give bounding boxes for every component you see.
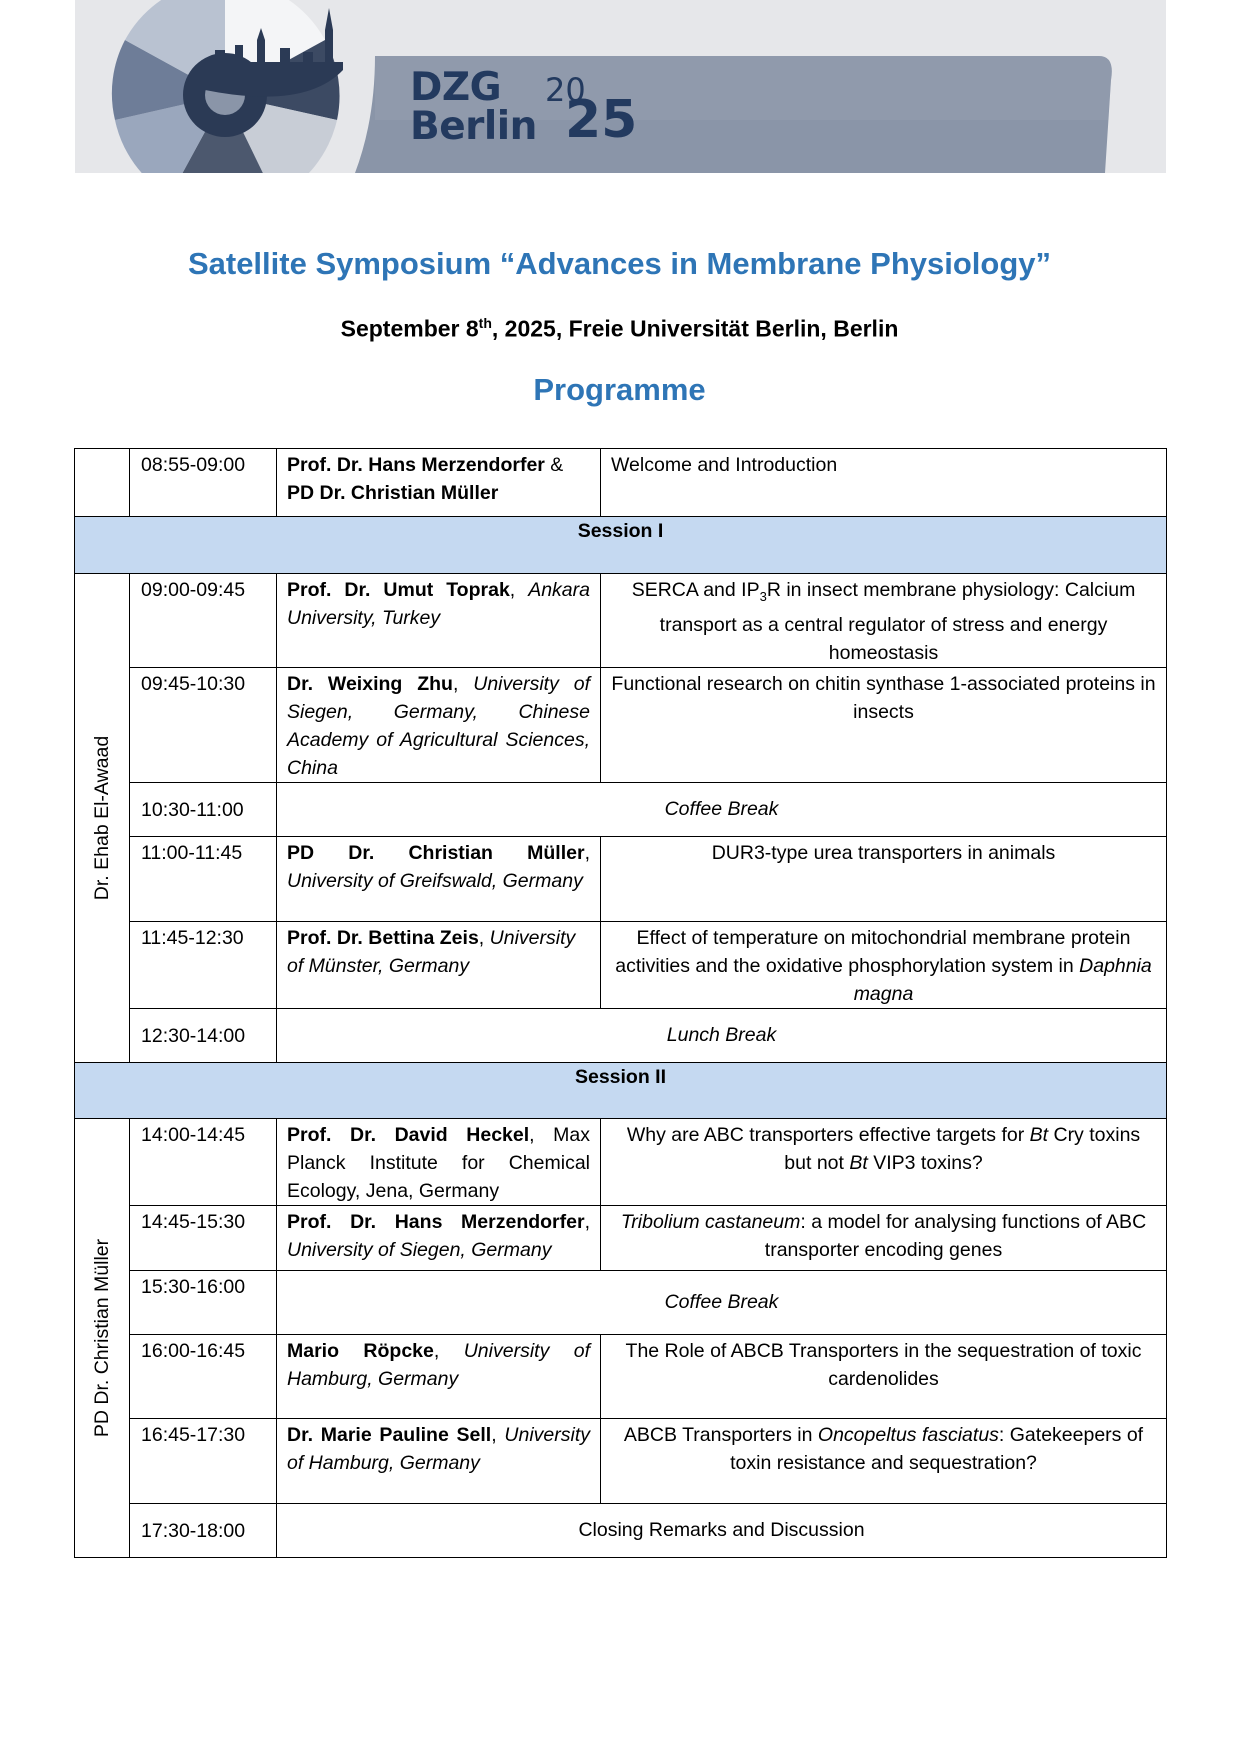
speaker-cell: PD Dr. Christian Müller, University of Greifswald, Germany [277,836,601,921]
talk-title: Why are ABC transporters effective targets for Bt Cry toxins but not Bt VIP3 toxins? [601,1118,1167,1205]
table-row [75,667,1167,782]
time-cell: 12:30-14:00 [130,1008,277,1062]
session-chair: PD Dr. Christian Müller [91,1238,113,1438]
talk-title: Functional research on chitin synthase 1-associated proteins in insects [601,667,1167,782]
session-label: Session I [75,517,1167,574]
session-chair: Dr. Ehab El-Awaad [91,735,113,901]
programme-heading: Programme [533,372,706,407]
time-cell: 11:45-12:30 [130,921,277,1008]
speaker-cell [277,449,601,517]
speaker-affiliation: University of Hamburg, Germany [287,1423,591,1474]
session-chair-cell [75,1118,130,1557]
symposium-title: Satellite Symposium “Advances in Membrane Physiology” [187,246,1052,281]
speaker-affiliation: Ankara University, Turkey [287,579,590,629]
speaker-name: Prof. Dr. Umut Toprak [287,579,510,601]
speaker-cell: Prof. Dr. David Heckel, Max Planck Institute for Chemical Ecology, Jena, Germany [277,1118,601,1205]
break-cell: Lunch Break [277,1008,1167,1062]
speaker-cell: Prof. Dr. Umut Toprak, Ankara University, Turkey [277,574,601,668]
talk-title: Tribolium castaneum: a model for analysing functions of ABC transporter encoding genes [601,1205,1167,1270]
year-bottom: 25 [565,90,638,150]
speaker-cell: Prof. Dr. Hans Merzendorfer, University of Siegen, Germany [277,1205,601,1270]
speaker-name: Prof. Dr. Bettina Zeis [287,926,479,949]
time-cell: 10:30-11:00 [130,782,277,836]
chair-cell-empty [75,449,130,517]
table-row [75,836,1167,921]
time-cell: 08:55-09:00 [130,449,277,517]
speaker-name: Dr. Marie Pauline Sell [287,1423,492,1446]
talk-title: Welcome and Introduction [601,449,1167,517]
time-cell: 16:45-17:30 [130,1418,277,1503]
speaker-name: Mario Röpcke [287,1339,434,1362]
speaker-affiliation: University of Siegen, Germany [287,1238,552,1261]
table-row [75,1418,1167,1503]
speaker-name: Prof. Dr. Hans Merzendorfer [287,454,545,476]
table-row [75,1008,1167,1062]
talk-title: DUR3-type urea transporters in animals [601,836,1167,921]
banner-brand [410,65,537,149]
table-row [75,1205,1167,1270]
time-cell: 16:00-16:45 [130,1334,277,1418]
break-cell: Coffee Break [277,1270,1167,1334]
table-row [75,1118,1167,1205]
speaker-affiliation: Max Planck Institute for Chemical Ecology, Jena, Germany [287,1123,590,1202]
date-ordinal: th [478,315,492,331]
time-cell: 09:45-10:30 [130,667,277,782]
break-cell: Coffee Break [277,782,1167,836]
year-top: 20 [545,71,586,109]
talk-title: ABCB Transporters in Oncopeltus fasciatus: Gatekeepers of toxin resistance and sequestration? [601,1418,1167,1503]
time-cell: 14:45-15:30 [130,1205,277,1270]
time-cell: 11:00-11:45 [130,836,277,921]
speaker-affiliation: University of Siegen, Germany, Chinese Academy of Agricultural Sciences, China [287,672,591,779]
speaker-joiner: & [544,454,564,476]
speaker-name: Dr. Weixing Zhu [287,672,453,695]
table-row [75,574,1167,668]
brand-line-2: Berlin [410,104,537,149]
table-row [75,449,1167,517]
speaker-cell: Mario Röpcke, University of Hamburg, Germany [277,1334,601,1418]
time-cell: 15:30-16:00 [130,1270,277,1334]
date-suffix: , 2025, Freie Universität Berlin, Berlin [491,315,899,342]
date-prefix: September 8 [340,315,479,342]
talk-title: The Role of ABCB Transporters in the sequestration of toxic cardenolides [601,1334,1167,1418]
speaker-name: PD Dr. Christian Müller [287,841,585,864]
speaker-cell: Dr. Weixing Zhu, University of Siegen, Germany, Chinese Academy of Agricultural Sciences, China [277,667,601,782]
speaker-cell: Dr. Marie Pauline Sell, University of Hamburg, Germany [277,1418,601,1503]
talk-title: SERCA and $IP_3R$ in insect membrane physiology: Calcium transport as a central regulator of stress and energy homeostasis [601,574,1167,668]
event-date-location [0,315,1239,343]
speaker-cell: Prof. Dr. Bettina Zeis, University of Münster, Germany [277,921,601,1008]
speaker-affiliation: University of Greifswald, Germany [287,869,583,892]
speaker-name: PD Dr. Christian Müller [287,482,499,504]
session-header-row [75,517,1167,574]
brand-line-1: DZG [410,65,502,110]
time-cell: 14:00-14:45 [130,1118,277,1205]
speaker-affiliation: University of Münster, Germany [287,926,576,977]
session-header-row [75,1062,1167,1118]
table-row [75,782,1167,836]
speaker-name: Prof. Dr. Hans Merzendorfer [287,1210,585,1233]
talk-title: Effect of temperature on mitochondrial membrane protein activities and the oxidative phosphorylation system in Daphnia magna [601,921,1167,1008]
session-label: Session II [75,1062,1167,1118]
closing-cell: Closing Remarks and Discussion [277,1503,1167,1557]
time-cell: 17:30-18:00 [130,1503,277,1557]
table-row [75,1334,1167,1418]
session-chair-cell [75,574,130,1063]
speaker-affiliation: University of Hamburg, Germany [287,1339,590,1390]
time-cell: 09:00-09:45 [130,574,277,668]
conference-banner [75,0,1166,173]
speaker-name: Prof. Dr. David Heckel [287,1123,530,1146]
table-row [75,1503,1167,1557]
table-row [75,1270,1167,1334]
programme-table [74,448,1167,1558]
table-row [75,921,1167,1008]
